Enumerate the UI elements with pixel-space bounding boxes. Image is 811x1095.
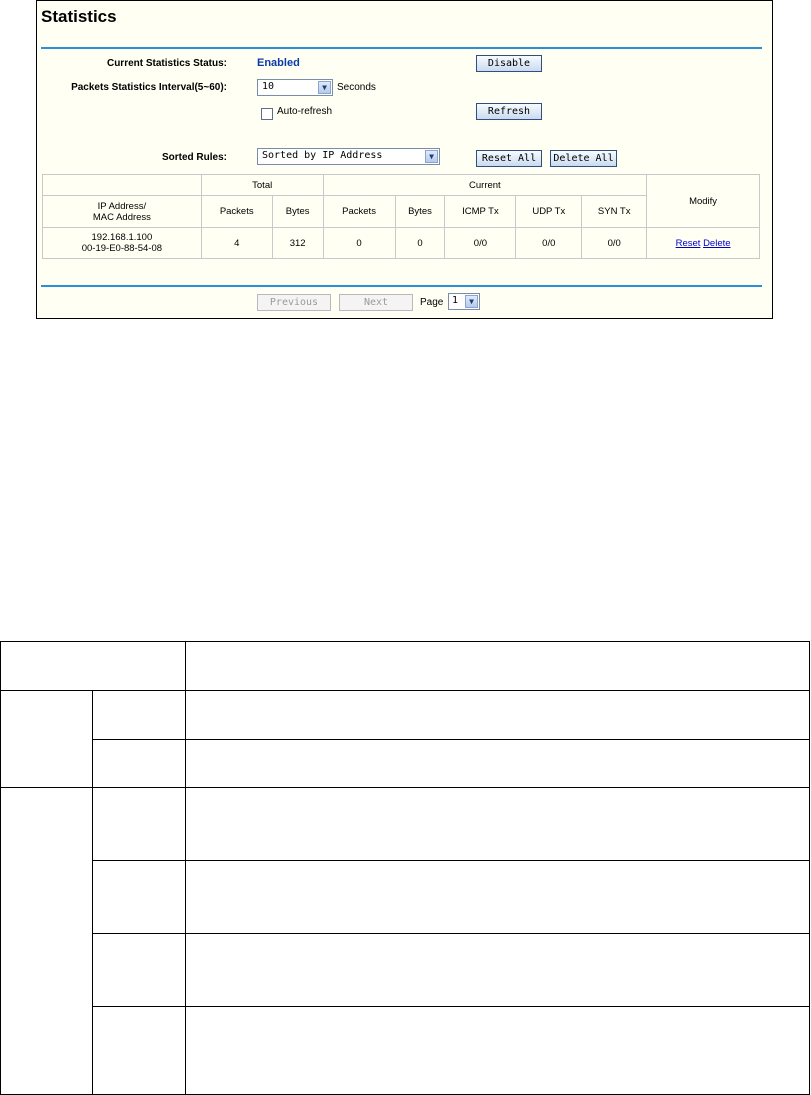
next-button[interactable]: Next xyxy=(339,294,413,311)
current-bytes-header: Bytes xyxy=(395,196,445,228)
chevron-down-icon[interactable]: ▼ xyxy=(318,81,331,94)
delete-link[interactable]: Delete xyxy=(703,237,731,249)
desc-header-cell xyxy=(185,642,809,691)
current-status-value: Enabled xyxy=(257,57,300,69)
statistics-panel xyxy=(36,0,773,319)
mac-address: 00-19-E0-88-54-08 xyxy=(81,243,163,254)
current-bytes-cell: 0 xyxy=(395,228,445,259)
desc-item-cell xyxy=(92,788,185,861)
page-label: Page xyxy=(420,297,444,308)
sorted-rules-select[interactable] xyxy=(257,148,440,165)
total-bytes-cell: 312 xyxy=(272,228,323,259)
total-bytes-header: Bytes xyxy=(272,196,323,228)
total-packets-header: Packets xyxy=(201,196,272,228)
desc-header-cell xyxy=(1,642,186,691)
refresh-button[interactable]: Refresh xyxy=(476,103,542,120)
total-group-header: Total xyxy=(201,175,323,196)
interval-value: 10 xyxy=(262,81,275,92)
disable-button[interactable]: Disable xyxy=(476,55,542,72)
statistics-table xyxy=(42,174,760,259)
desc-item-cell xyxy=(92,861,185,934)
page-select[interactable] xyxy=(448,293,480,310)
sorted-rules-value: Sorted by IP Address xyxy=(262,150,383,161)
interval-unit: Seconds xyxy=(337,82,376,93)
desc-item-cell xyxy=(92,934,185,1007)
reset-all-button[interactable]: Reset All xyxy=(476,150,542,167)
icmp-tx-cell: 0/0 xyxy=(445,228,516,259)
desc-text-cell xyxy=(185,861,809,934)
desc-group-cell xyxy=(1,691,93,788)
syn-tx-header: SYN Tx xyxy=(582,196,647,228)
desc-text-cell xyxy=(185,691,809,740)
ip-header-line: IP Address/ xyxy=(97,200,147,212)
page-value: 1 xyxy=(452,295,459,306)
table-row xyxy=(43,228,760,259)
syn-tx-cell: 0/0 xyxy=(582,228,647,259)
reset-link[interactable]: Reset xyxy=(675,237,701,249)
blank-header-cell xyxy=(43,175,202,196)
modify-header: Modify xyxy=(647,175,760,228)
chevron-down-icon[interactable]: ▼ xyxy=(465,295,478,308)
current-packets-header: Packets xyxy=(323,196,395,228)
auto-refresh-checkbox[interactable] xyxy=(261,108,273,120)
title-divider xyxy=(41,47,762,49)
udp-tx-header: UDP Tx xyxy=(516,196,582,228)
sorted-rules-label: Sorted Rules: xyxy=(161,152,227,163)
desc-text-cell xyxy=(185,740,809,788)
current-packets-cell: 0 xyxy=(323,228,395,259)
desc-item-cell xyxy=(92,740,185,788)
desc-text-cell xyxy=(185,1007,809,1095)
current-status-label: Current Statistics Status: xyxy=(106,58,227,69)
desc-item-cell xyxy=(92,1007,185,1095)
mac-header-line: MAC Address xyxy=(92,211,151,223)
desc-text-cell xyxy=(185,934,809,1007)
desc-text-cell xyxy=(185,788,809,861)
previous-button[interactable]: Previous xyxy=(257,294,331,311)
ip-address: 192.168.1.100 xyxy=(91,232,153,243)
total-packets-cell: 4 xyxy=(201,228,272,259)
footer-divider xyxy=(41,285,762,287)
ip-mac-cell xyxy=(43,228,202,259)
udp-tx-cell: 0/0 xyxy=(516,228,582,259)
desc-group-cell xyxy=(1,788,93,1095)
description-table xyxy=(0,641,810,1095)
chevron-down-icon[interactable]: ▼ xyxy=(425,150,438,163)
ip-mac-header xyxy=(43,196,202,228)
interval-label: Packets Statistics Interval(5~60): xyxy=(71,82,227,93)
auto-refresh-label: Auto-refresh xyxy=(277,106,333,117)
interval-select[interactable] xyxy=(257,79,333,96)
desc-item-cell xyxy=(92,691,185,740)
modify-cell xyxy=(647,228,760,259)
delete-all-button[interactable]: Delete All xyxy=(550,150,617,167)
current-group-header: Current xyxy=(323,175,647,196)
page-title: Statistics xyxy=(41,7,117,26)
icmp-tx-header: ICMP Tx xyxy=(445,196,516,228)
